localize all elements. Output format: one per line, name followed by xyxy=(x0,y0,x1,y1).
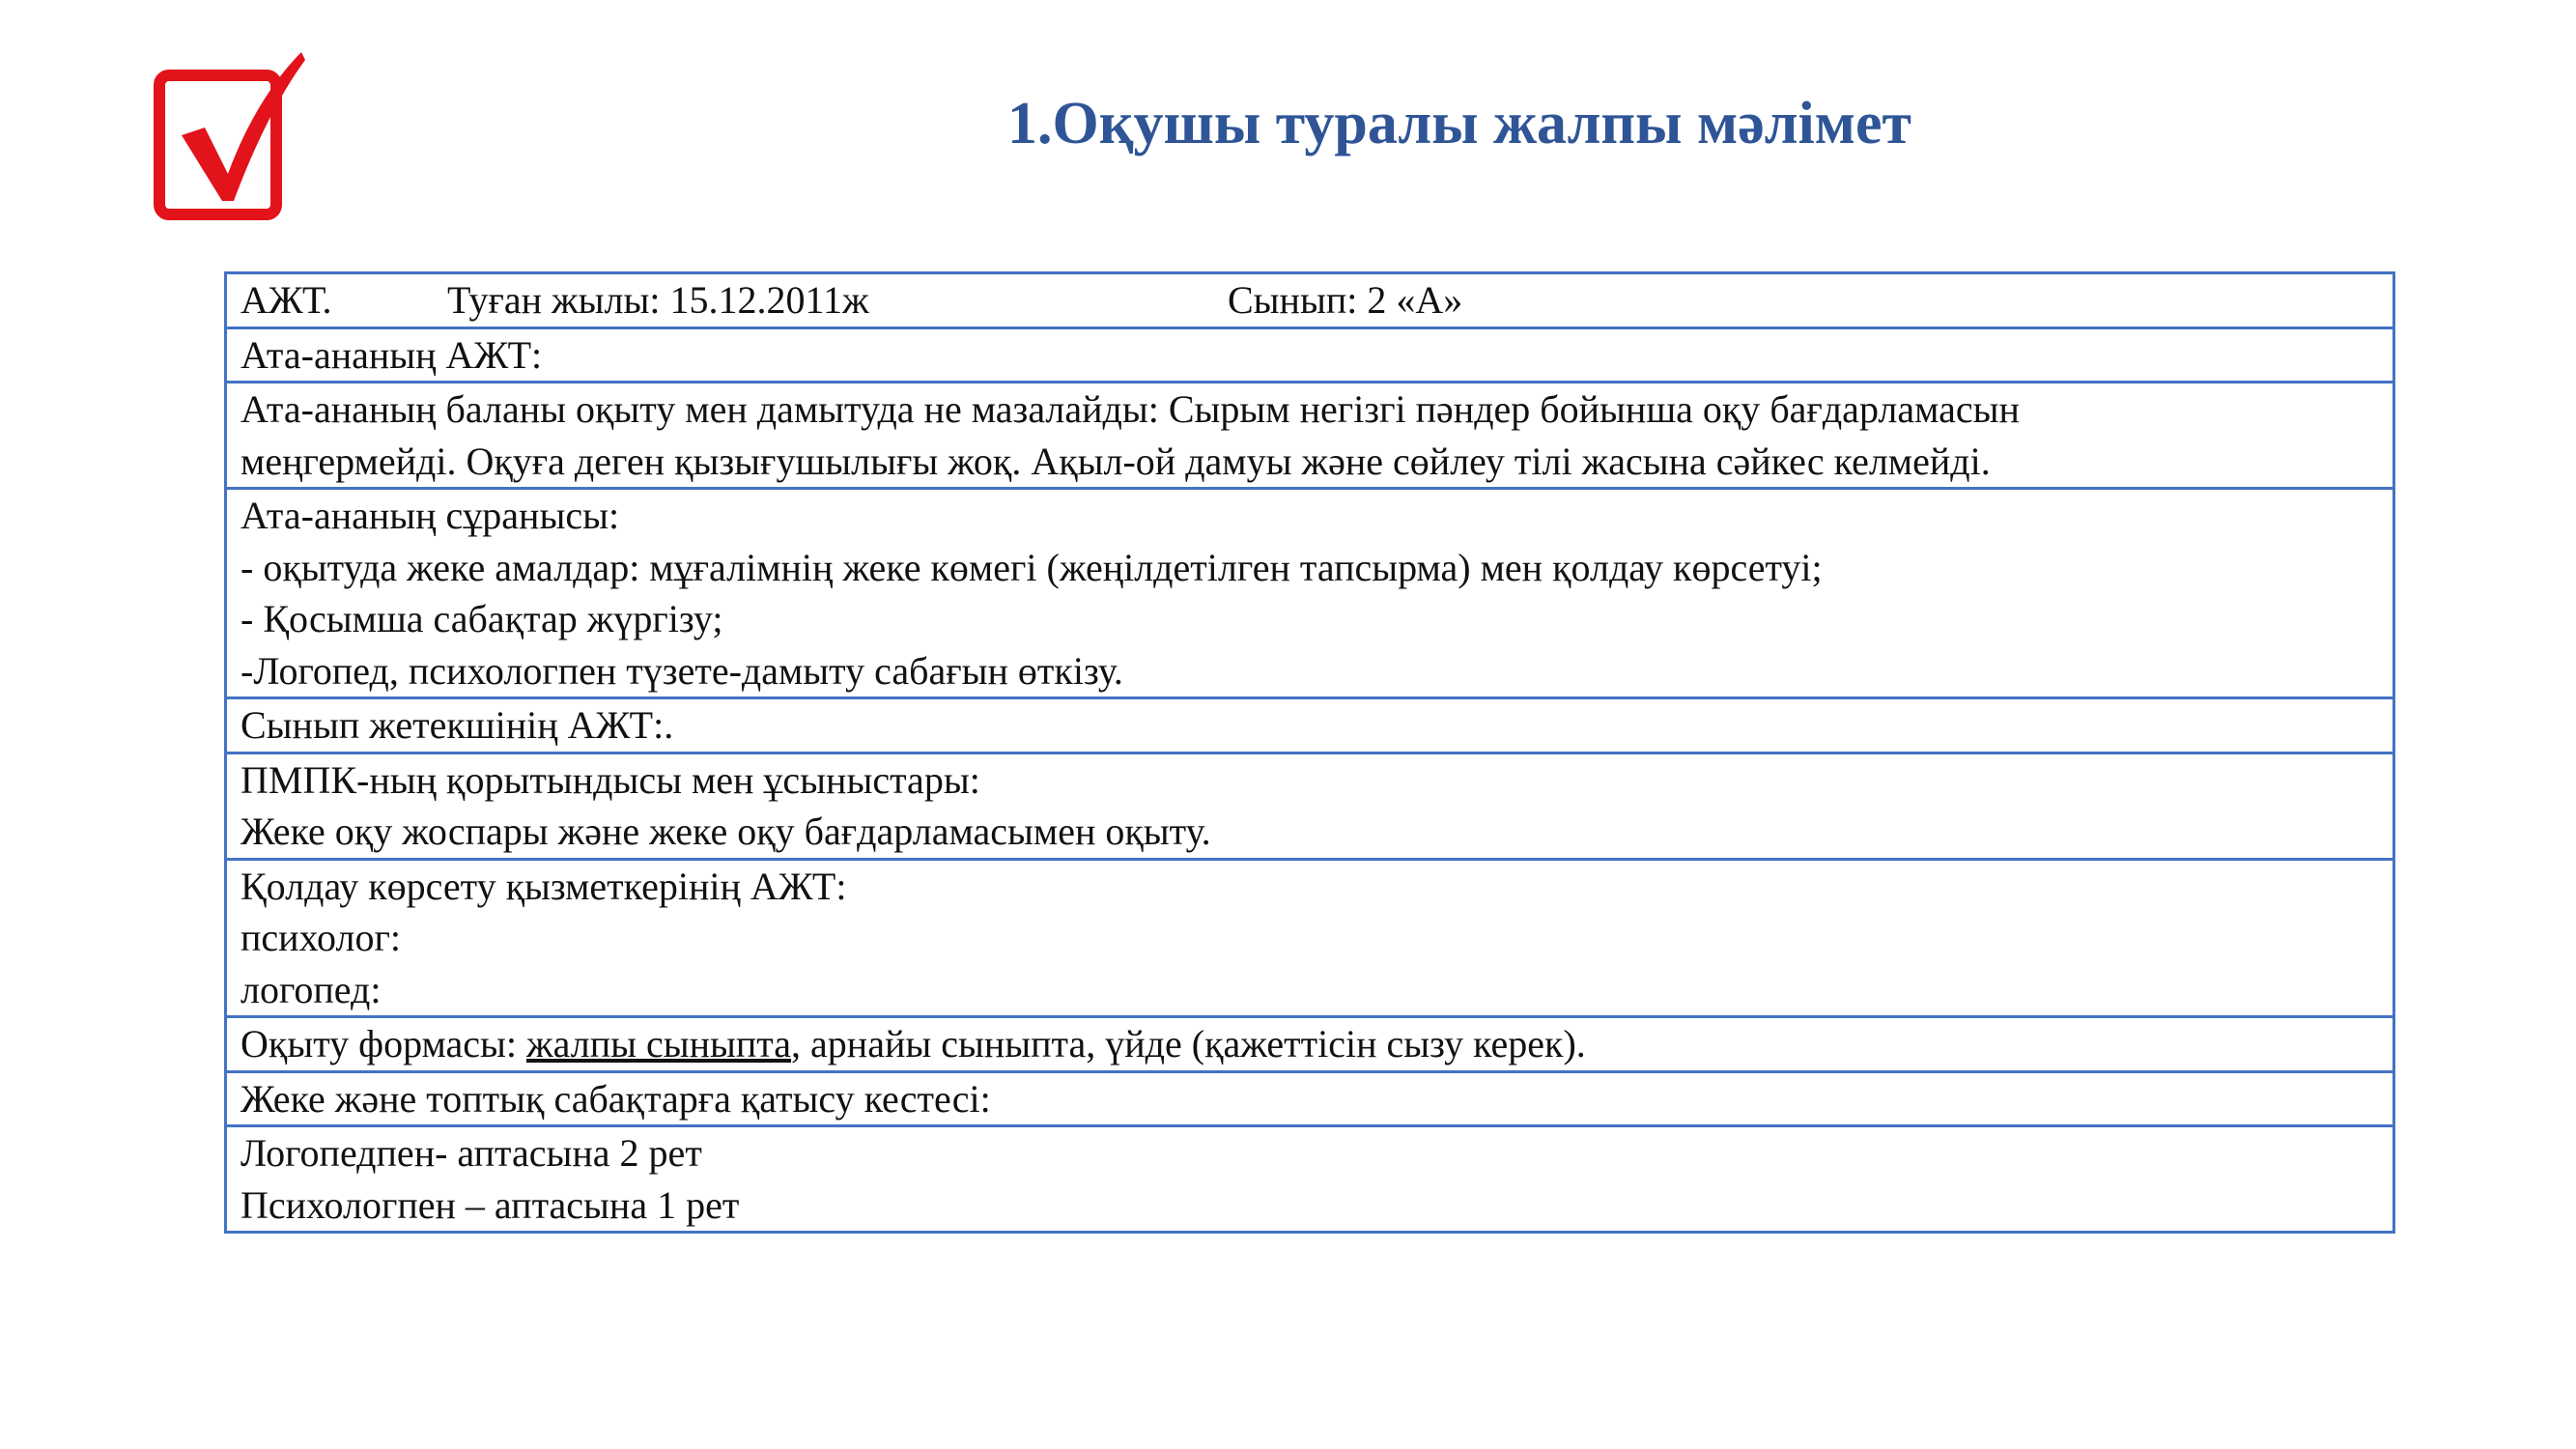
psychologist-label: психолог: xyxy=(241,916,401,959)
education-form-prefix: Оқыту формасы: xyxy=(241,1022,526,1065)
class-teacher-label: Сынып жетекшінің АЖТ:. xyxy=(241,703,674,747)
student-name-label: АЖТ. xyxy=(241,278,332,322)
parent-requests-cell xyxy=(226,489,2394,698)
schedule-heading: Жеке және топтық сабақтарға қатысу кестесі: xyxy=(241,1076,991,1121)
pmpk-heading: ПМПК-ның қорытындысы мен ұсыныстары: xyxy=(241,757,980,802)
table-row-basic-info xyxy=(226,273,2394,328)
table-row-support-staff xyxy=(226,859,2394,1017)
student-info-table xyxy=(224,271,2395,1234)
education-form-selected: жалпы сыныпта xyxy=(526,1022,792,1065)
parents-name-cell xyxy=(226,327,2394,383)
parent-request-item: - Қосымша сабақтар жүргізу; xyxy=(241,597,723,640)
table-row-schedule xyxy=(226,1126,2394,1233)
parent-request-item: -Логопед, психологпен түзете-дамыту сабағын өткізу. xyxy=(241,648,1123,693)
education-form-cell xyxy=(226,1017,2394,1072)
parent-concerns-line: меңгермейді. Оқуға деген қызығушылығы жоқ. Ақыл-ой дамуы және сөйлеу тілі жасына сәйкес келмейді. xyxy=(241,439,1991,483)
schedule-item: Логопедпен- аптасына 2 рет xyxy=(241,1131,702,1175)
table-row-parents xyxy=(226,327,2394,383)
support-staff-cell xyxy=(226,859,2394,1017)
support-staff-heading: Қолдау көрсету қызметкерінің АЖТ: xyxy=(241,864,847,908)
parent-concerns-cell xyxy=(226,383,2394,489)
table-row-class-teacher xyxy=(226,698,2394,753)
parent-concerns-line: Ата-ананың баланы оқыту мен дамытуда не мазалайды: Сырым негізгі пәндер бойынша оқу бағдарламасын xyxy=(241,387,2020,431)
table-row-education-form xyxy=(226,1017,2394,1072)
table-row-parent-concerns xyxy=(226,383,2394,489)
pmpk-cell xyxy=(226,753,2394,859)
speech-therapist-label: логопед: xyxy=(241,967,382,1011)
class-label: Сынып: 2 «А» xyxy=(1228,278,1463,322)
basic-info-cell xyxy=(226,273,2394,328)
schedule-item: Психологпен – аптасына 1 рет xyxy=(241,1182,740,1227)
birth-date: Туған жылы: 15.12.2011ж xyxy=(447,278,869,322)
schedule-heading-cell xyxy=(226,1071,2394,1126)
schedule-cell xyxy=(226,1126,2394,1233)
table-row-schedule-heading xyxy=(226,1071,2394,1126)
page-title: 1.Оқушы туралы жалпы мәлімет xyxy=(1007,91,1911,156)
parent-request-item: - оқытуда жеке амалдар: мұғалімнің жеке көмегі (жеңілдетілген тапсырма) мен қолдау көрсетуі; xyxy=(241,545,1823,589)
pmpk-recommendation: Жеке оқу жоспары және жеке оқу бағдарламасымен оқыту. xyxy=(241,810,1211,853)
table-row-pmpk xyxy=(226,753,2394,859)
class-teacher-cell xyxy=(226,698,2394,753)
parent-requests-heading: Ата-ананың сұранысы: xyxy=(241,494,620,537)
parents-name-label: Ата-ананың АЖТ: xyxy=(241,332,543,377)
table-row-parent-requests xyxy=(226,489,2394,698)
education-form-options: , арнайы сыныпта, үйде (қажеттісін сызу керек). xyxy=(791,1022,1586,1065)
